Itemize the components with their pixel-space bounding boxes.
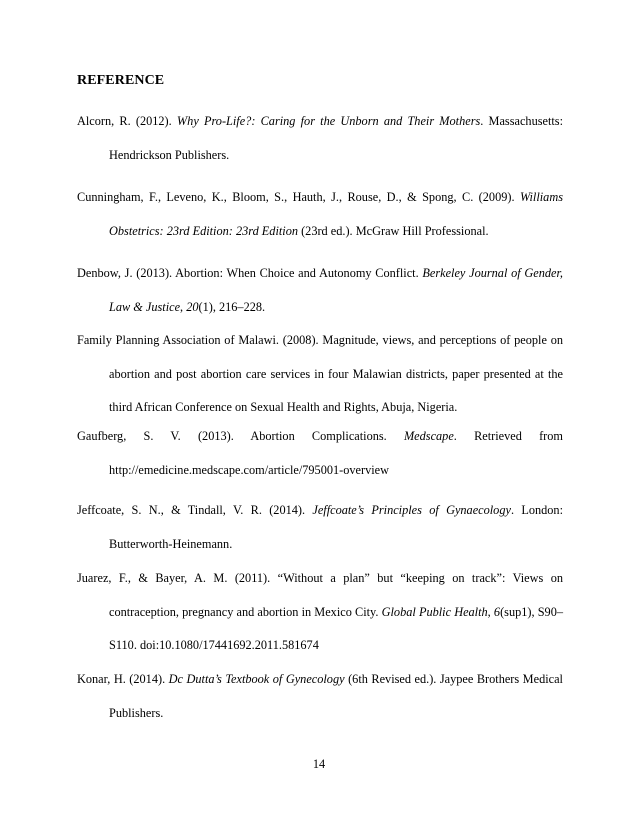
reference-url: . Retrieved from http://emedicine.medscape.com/article/795001-overview (109, 429, 563, 477)
reference-volume: 6 (493, 604, 501, 619)
reference-entry (77, 494, 563, 561)
reference-authors: Gaufberg, S. V. (2013). Abortion Complications. (77, 429, 404, 443)
reference-title: Medscape (403, 429, 454, 443)
reference-authors: Juarez, F., & Bayer, A. M. (2011). “Without a plan” but “keeping on track”: Views on contraception, pregnancy and abortion in Mexico City. (77, 571, 563, 619)
reference-authors: Denbow, J. (2013). Abortion: When Choice and Autonomy Conflict. (77, 266, 423, 280)
reference-publisher: . Massachusetts: Hendrickson Publishers. (109, 114, 563, 162)
reference-volume: 20 (186, 299, 199, 314)
reference-authors: Jeffcoate, S. N., & Tindall, V. R. (2014). (77, 503, 313, 517)
reference-entry (77, 663, 563, 730)
reference-separator: , (180, 299, 187, 314)
reference-entry: Family Planning Association of Malawi. (2008). Magnitude, views, and perceptions of people on abortion and post abortion care services in four Malawian districts, paper presented at the third African Conference on Sexual Health and Rights, Abuja, Nigeria. (77, 333, 563, 414)
reference-title: Why Pro-Life?: Caring for the Unborn and Their Mothers (176, 114, 481, 128)
reference-authors: Cunningham, F., Leveno, K., Bloom, S., Hauth, J., Rouse, D., & Spong, C. (2009). (77, 190, 520, 204)
reference-publisher: (23rd ed.). McGraw Hill Professional. (298, 223, 489, 238)
reference-publisher: (6th Revised ed.). Jaypee Brothers Medical Publishers. (109, 672, 563, 720)
reference-entry (77, 257, 563, 324)
reference-title: Williams Obstetrics: 23rd Edition: 23rd Edition (109, 190, 563, 238)
reference-doi: (sup1), S90–S110. doi:10.1080/17441692.2011.581674 (109, 604, 563, 652)
reference-pages: (1), 216–228. (198, 299, 266, 314)
reference-heading: REFERENCE (77, 73, 165, 88)
reference-entry (77, 105, 563, 172)
reference-entry (77, 420, 563, 487)
reference-authors: Konar, H. (2014). (77, 672, 169, 686)
page-number: 14 (312, 757, 326, 771)
reference-title: Global Public Health (381, 604, 488, 619)
reference-title: Berkeley Journal of Gender, Law & Justice (109, 266, 563, 314)
reference-entry (77, 562, 563, 663)
reference-authors: Alcorn, R. (2012). (77, 114, 177, 128)
reference-title: Jeffcoate’s Principles of Gynaecology (312, 503, 511, 517)
reference-publisher: . London: Butterworth-Heinemann. (109, 503, 563, 551)
reference-title: Dc Dutta’s Textbook of Gynecology (168, 672, 345, 686)
reference-separator: , (487, 604, 494, 619)
reference-entry (77, 181, 563, 248)
